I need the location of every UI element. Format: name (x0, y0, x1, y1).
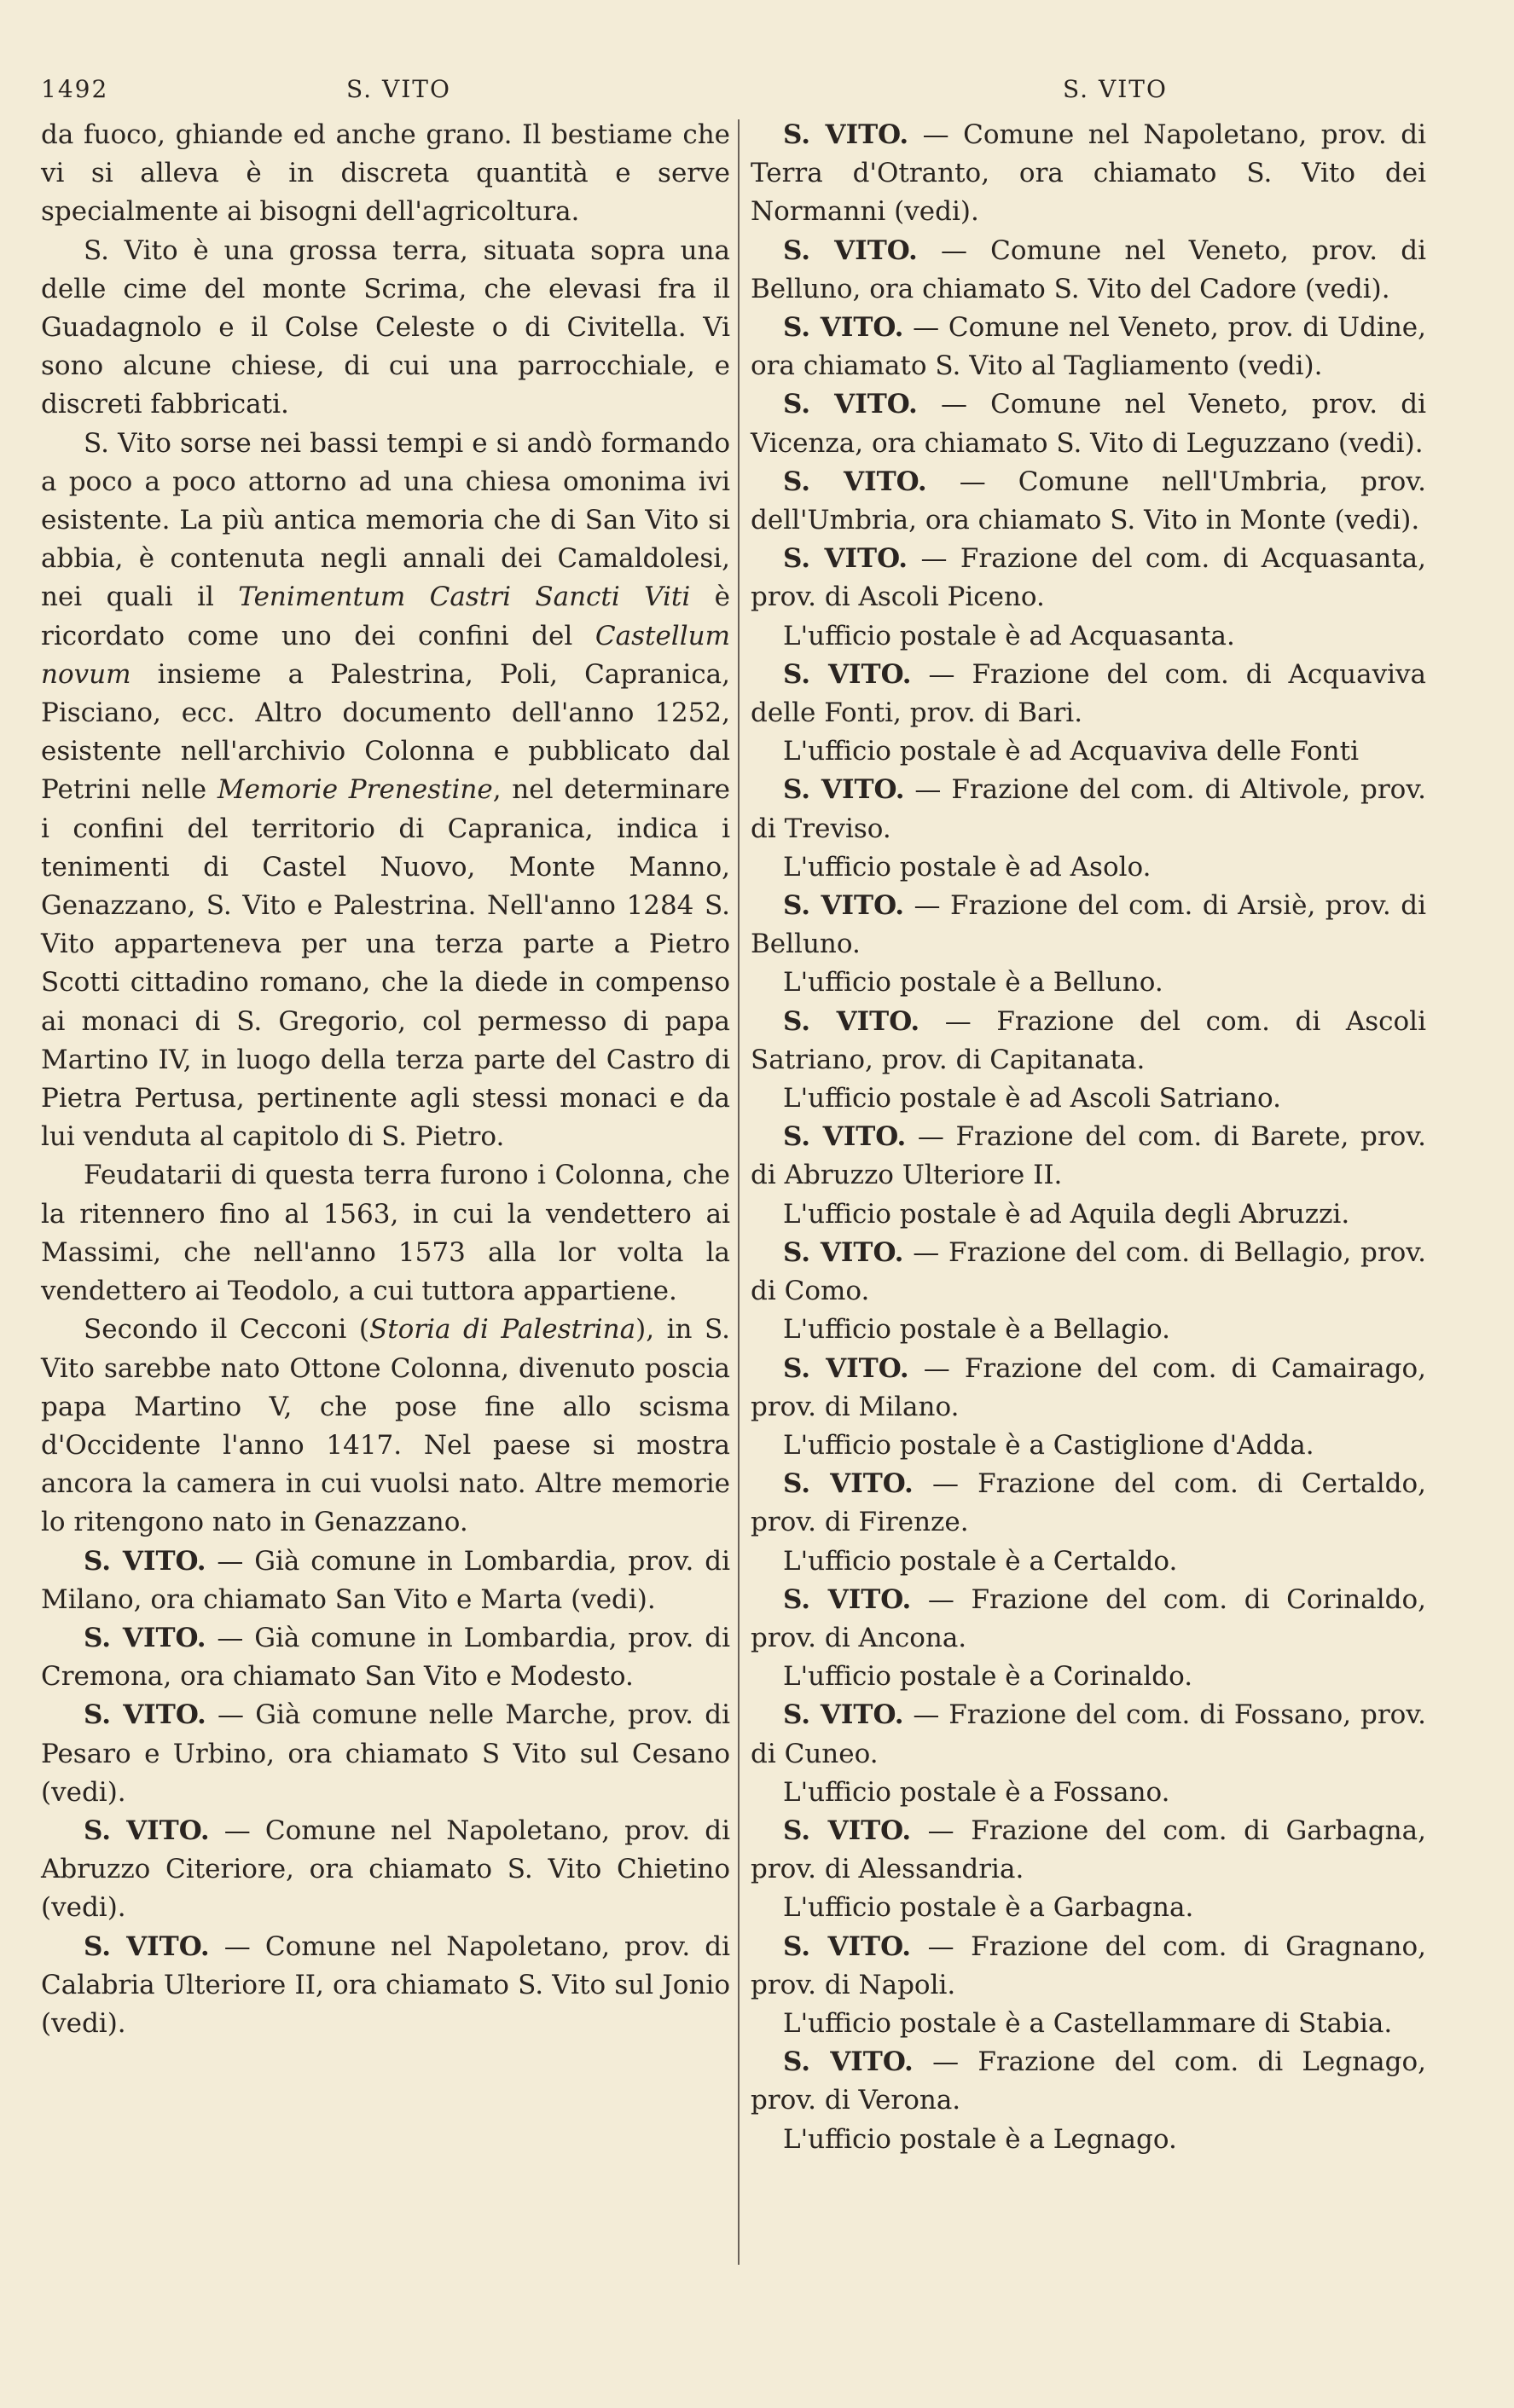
right-entry: S. VITO. — Frazione del com. di Camairago, prov. di Milano. (751, 1352, 1427, 1422)
right-postal-note: L'ufficio postale è a Castellammare di Stabia. (783, 2007, 1393, 2039)
right-postal-note: L'ufficio postale è ad Acquaviva delle Fonti (783, 736, 1360, 767)
right-entry: S. VITO. — Frazione del com. di Arsiè, prov. di Belluno. (751, 890, 1427, 960)
left-entry: S. VITO. — Comune nel Napoletano, prov. di Abruzzo Citeriore, ora chiamato S. Vito Chietino (vedi). (41, 1815, 731, 1924)
right-entry: S. VITO. — Comune nel Napoletano, prov. di Terra d'Otranto, ora chiamato S. Vito dei Normanni (vedi). (751, 119, 1426, 228)
right-entry: S. VITO. — Frazione del com. di Bellagio, prov. di Como. (751, 1236, 1427, 1307)
left-entry: S. VITO. — Già comune in Lombardia, prov. di Cremona, ora chiamato San Vito e Modesto. (41, 1622, 731, 1693)
right-postal-note: L'ufficio postale è a Corinaldo. (783, 1661, 1193, 1693)
right-postal-note: L'ufficio postale è a Certaldo. (783, 1545, 1178, 1577)
right-entry: S. VITO. — Frazione del com. di Altivole, prov. di Treviso. (751, 774, 1427, 844)
page-header (41, 75, 1482, 118)
right-entry: S. VITO. — Frazione del com. di Legnago, prov. di Verona. (751, 2046, 1427, 2116)
right-entry: S. VITO. — Comune nel Veneto, prov. di Belluno, ora chiamato S. Vito del Cadore (vedi). (751, 234, 1426, 304)
right-entry: S. VITO. — Frazione del com. di Corinaldo, prov. di Ancona. (751, 1583, 1427, 1653)
right-entry: S. VITO. — Frazione del com. di Garbagna, prov. di Alessandria. (751, 1815, 1426, 1885)
right-entry: S. VITO. — Comune nell'Umbria, prov. dell'Umbria, ora chiamato S. Vito in Monte (vedi). (751, 466, 1426, 536)
left-paragraph: Feudatarii di questa terra furono i Colonna, che la ritennero fino al 1563, in cui la vendettero ai Massimi, che nell'anno 1573 alla lor volta la vendettero ai Teodolo, a cui tuttora appartiene. (41, 1160, 730, 1307)
right-postal-note: L'ufficio postale è a Bellagio. (783, 1314, 1170, 1346)
left-paragraph: S. Vito sorse nei bassi tempi e si andò formando a poco a poco attorno ad una chiesa omonima ivi esistente. La più antica memoria che di San Vito si abbia, è contenuta negli annali dei Camaldolesi, nei quali il Tenimentum Castri Sancti Viti è ricordato come uno dei confini del Castellum novum insieme a Palestrina, Poli, Capranica, Pisciano, ecc. Altro documento dell'anno 1252, esistente nell'archivio Colonna e pubblicato dal Petrini nelle Memorie Prenestine, nel determinare i confini del territorio di Capranica, indica i tenimenti di Castel Nuovo, Monte Manno, Genazzano, S. Vito e Palestrina. Nell'anno 1284 S. Vito apparteneva per una terza parte a Pietro Scotti cittadino romano, che la diede in compenso ai monaci di S. Gregorio, col permesso di papa Martino IV, in luogo della terza parte del Castro di Pietra Pertusa, pertinente agli stessi monaci e da lui venduta al capitolo di S. Pietro. (41, 427, 730, 1153)
right-column (751, 116, 1426, 2159)
right-entry: S. VITO. — Frazione del com. di Certaldo, prov. di Firenze. (751, 1468, 1426, 1538)
right-postal-note: L'ufficio postale è a Fossano. (783, 1776, 1170, 1808)
right-postal-note: L'ufficio postale è a Belluno. (783, 967, 1163, 999)
right-postal-note: L'ufficio postale è a Legnago. (783, 2123, 1177, 2155)
left-column (41, 116, 730, 2043)
right-postal-note: L'ufficio postale è a Garbagna. (783, 1892, 1194, 1924)
right-postal-note: L'ufficio postale è ad Aquila degli Abruzzi. (783, 1198, 1350, 1230)
right-entry: S. VITO. — Comune nel Veneto, prov. di Vicenza, ora chiamato S. Vito di Leguzzano (vedi). (751, 389, 1426, 459)
left-paragraph: da fuoco, ghiande ed anche grano. Il bestiame che vi si alleva è in discreta quantità e serve specialmente ai bisogni dell'agricoltura. (41, 119, 730, 228)
page-number: 1492 (41, 75, 109, 103)
right-postal-note: L'ufficio postale è ad Asolo. (783, 851, 1151, 883)
left-entry: S. VITO. — Già comune nelle Marche, prov. di Pesaro e Urbino, ora chiamato S Vito sul Cesano (vedi). (41, 1699, 730, 1808)
right-entry: S. VITO. — Frazione del com. di Fossano, prov. di Cuneo. (751, 1699, 1426, 1769)
left-entry: S. VITO. — Comune nel Napoletano, prov. di Calabria Ulteriore II, ora chiamato S. Vito sul Jonio (vedi). (41, 1930, 731, 2039)
left-running-title: S. VITO (346, 75, 451, 103)
left-paragraph: S. Vito è una grossa terra, situata sopra una delle cime del monte Scrima, che elevasi fra il Guadagnolo e il Colse Celeste o di Civitella. Vi sono alcune chiese, di cui una parrocchiale, e discreti fabbricati. (41, 234, 730, 420)
left-entry: S. VITO. — Già comune in Lombardia, prov. di Milano, ora chiamato San Vito e Marta (vedi). (41, 1545, 731, 1615)
right-postal-note: L'ufficio postale è ad Ascoli Satriano. (783, 1083, 1281, 1114)
right-entry: S. VITO. — Frazione del com. di Ascoli Satriano, prov. di Capitanata. (751, 1005, 1427, 1075)
right-entry: S. VITO. — Frazione del com. di Gragnano, prov. di Napoli. (751, 1930, 1427, 2000)
right-running-title: S. VITO (1063, 75, 1168, 103)
right-postal-note: L'ufficio postale è a Castiglione d'Adda. (783, 1429, 1314, 1461)
right-entry: S. VITO. — Frazione del com. di Barete, prov. di Abruzzo Ulteriore II. (751, 1121, 1427, 1191)
right-entry: S. VITO. — Frazione del com. di Acquasanta, prov. di Ascoli Piceno. (751, 543, 1426, 613)
column-divider (738, 119, 740, 2265)
left-paragraph: Secondo il Cecconi (Storia di Palestrina), in S. Vito sarebbe nato Ottone Colonna, divenuto poscia papa Martino V, che pose fine allo scisma d'Occidente l'anno 1417. Nel paese si mostra ancora la camera in cui vuolsi nato. Altre memorie lo ritengono nato in Genazzano. (41, 1314, 731, 1538)
right-entry: S. VITO. — Frazione del com. di Acquaviva delle Fonti, prov. di Bari. (751, 658, 1426, 729)
right-entry: S. VITO. — Comune nel Veneto, prov. di Udine, ora chiamato S. Vito al Tagliamento (vedi). (751, 312, 1427, 382)
right-postal-note: L'ufficio postale è ad Acquasanta. (783, 620, 1235, 651)
